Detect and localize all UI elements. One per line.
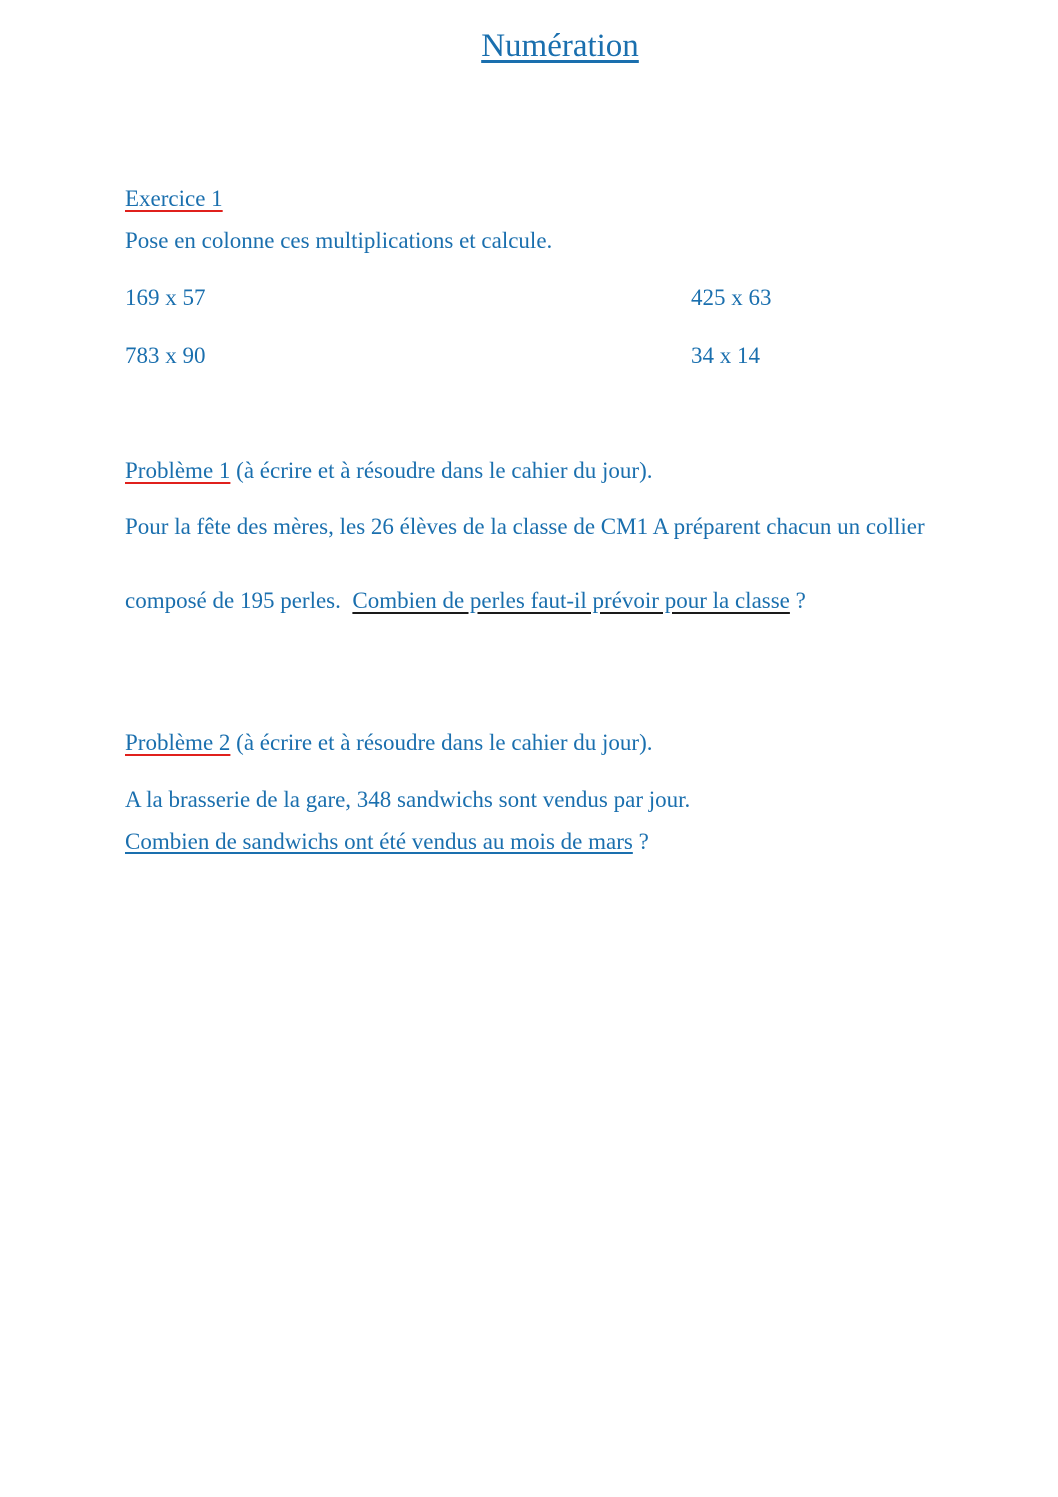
probleme1-line2-start: composé de 195 perles. [125,588,353,613]
probleme1-line1: Pour la fête des mères, les 26 élèves de la classe de CM1 A préparent chacun un collier [125,514,925,539]
probleme1-question: Combien de perles faut-il prévoir pour la classe [352,588,790,613]
operation-2: 425 x 63 [691,285,772,310]
probleme1-question-mark: ? [789,588,806,613]
probleme2-heading: Problème 2 [125,730,231,755]
probleme1-heading-line [125,456,653,486]
operation-3: 783 x 90 [125,343,206,368]
probleme2-heading-line [125,728,653,758]
probleme1-note: (à écrire et à résoudre dans le cahier du jour). [230,458,653,483]
exercice1-instruction: Pose en colonne ces multiplications et calcule. [125,228,553,253]
operation-4: 34 x 14 [691,343,760,368]
page-title: Numération [481,28,639,64]
probleme2-line2 [125,827,649,857]
probleme2-note: (à écrire et à résoudre dans le cahier du jour). [230,730,653,755]
probleme2-question: Combien de sandwichs ont été vendus au mois de mars [125,829,633,854]
probleme1-line2 [125,556,806,616]
probleme2-line1: A la brasserie de la gare, 348 sandwichs sont vendus par jour. [125,787,691,812]
operation-1: 169 x 57 [125,285,206,310]
probleme1-heading: Problème 1 [125,458,231,483]
exercice1-heading [125,184,223,214]
probleme2-question-mark: ? [632,829,649,854]
exercice1-heading-label: Exercice 1 [125,186,223,211]
